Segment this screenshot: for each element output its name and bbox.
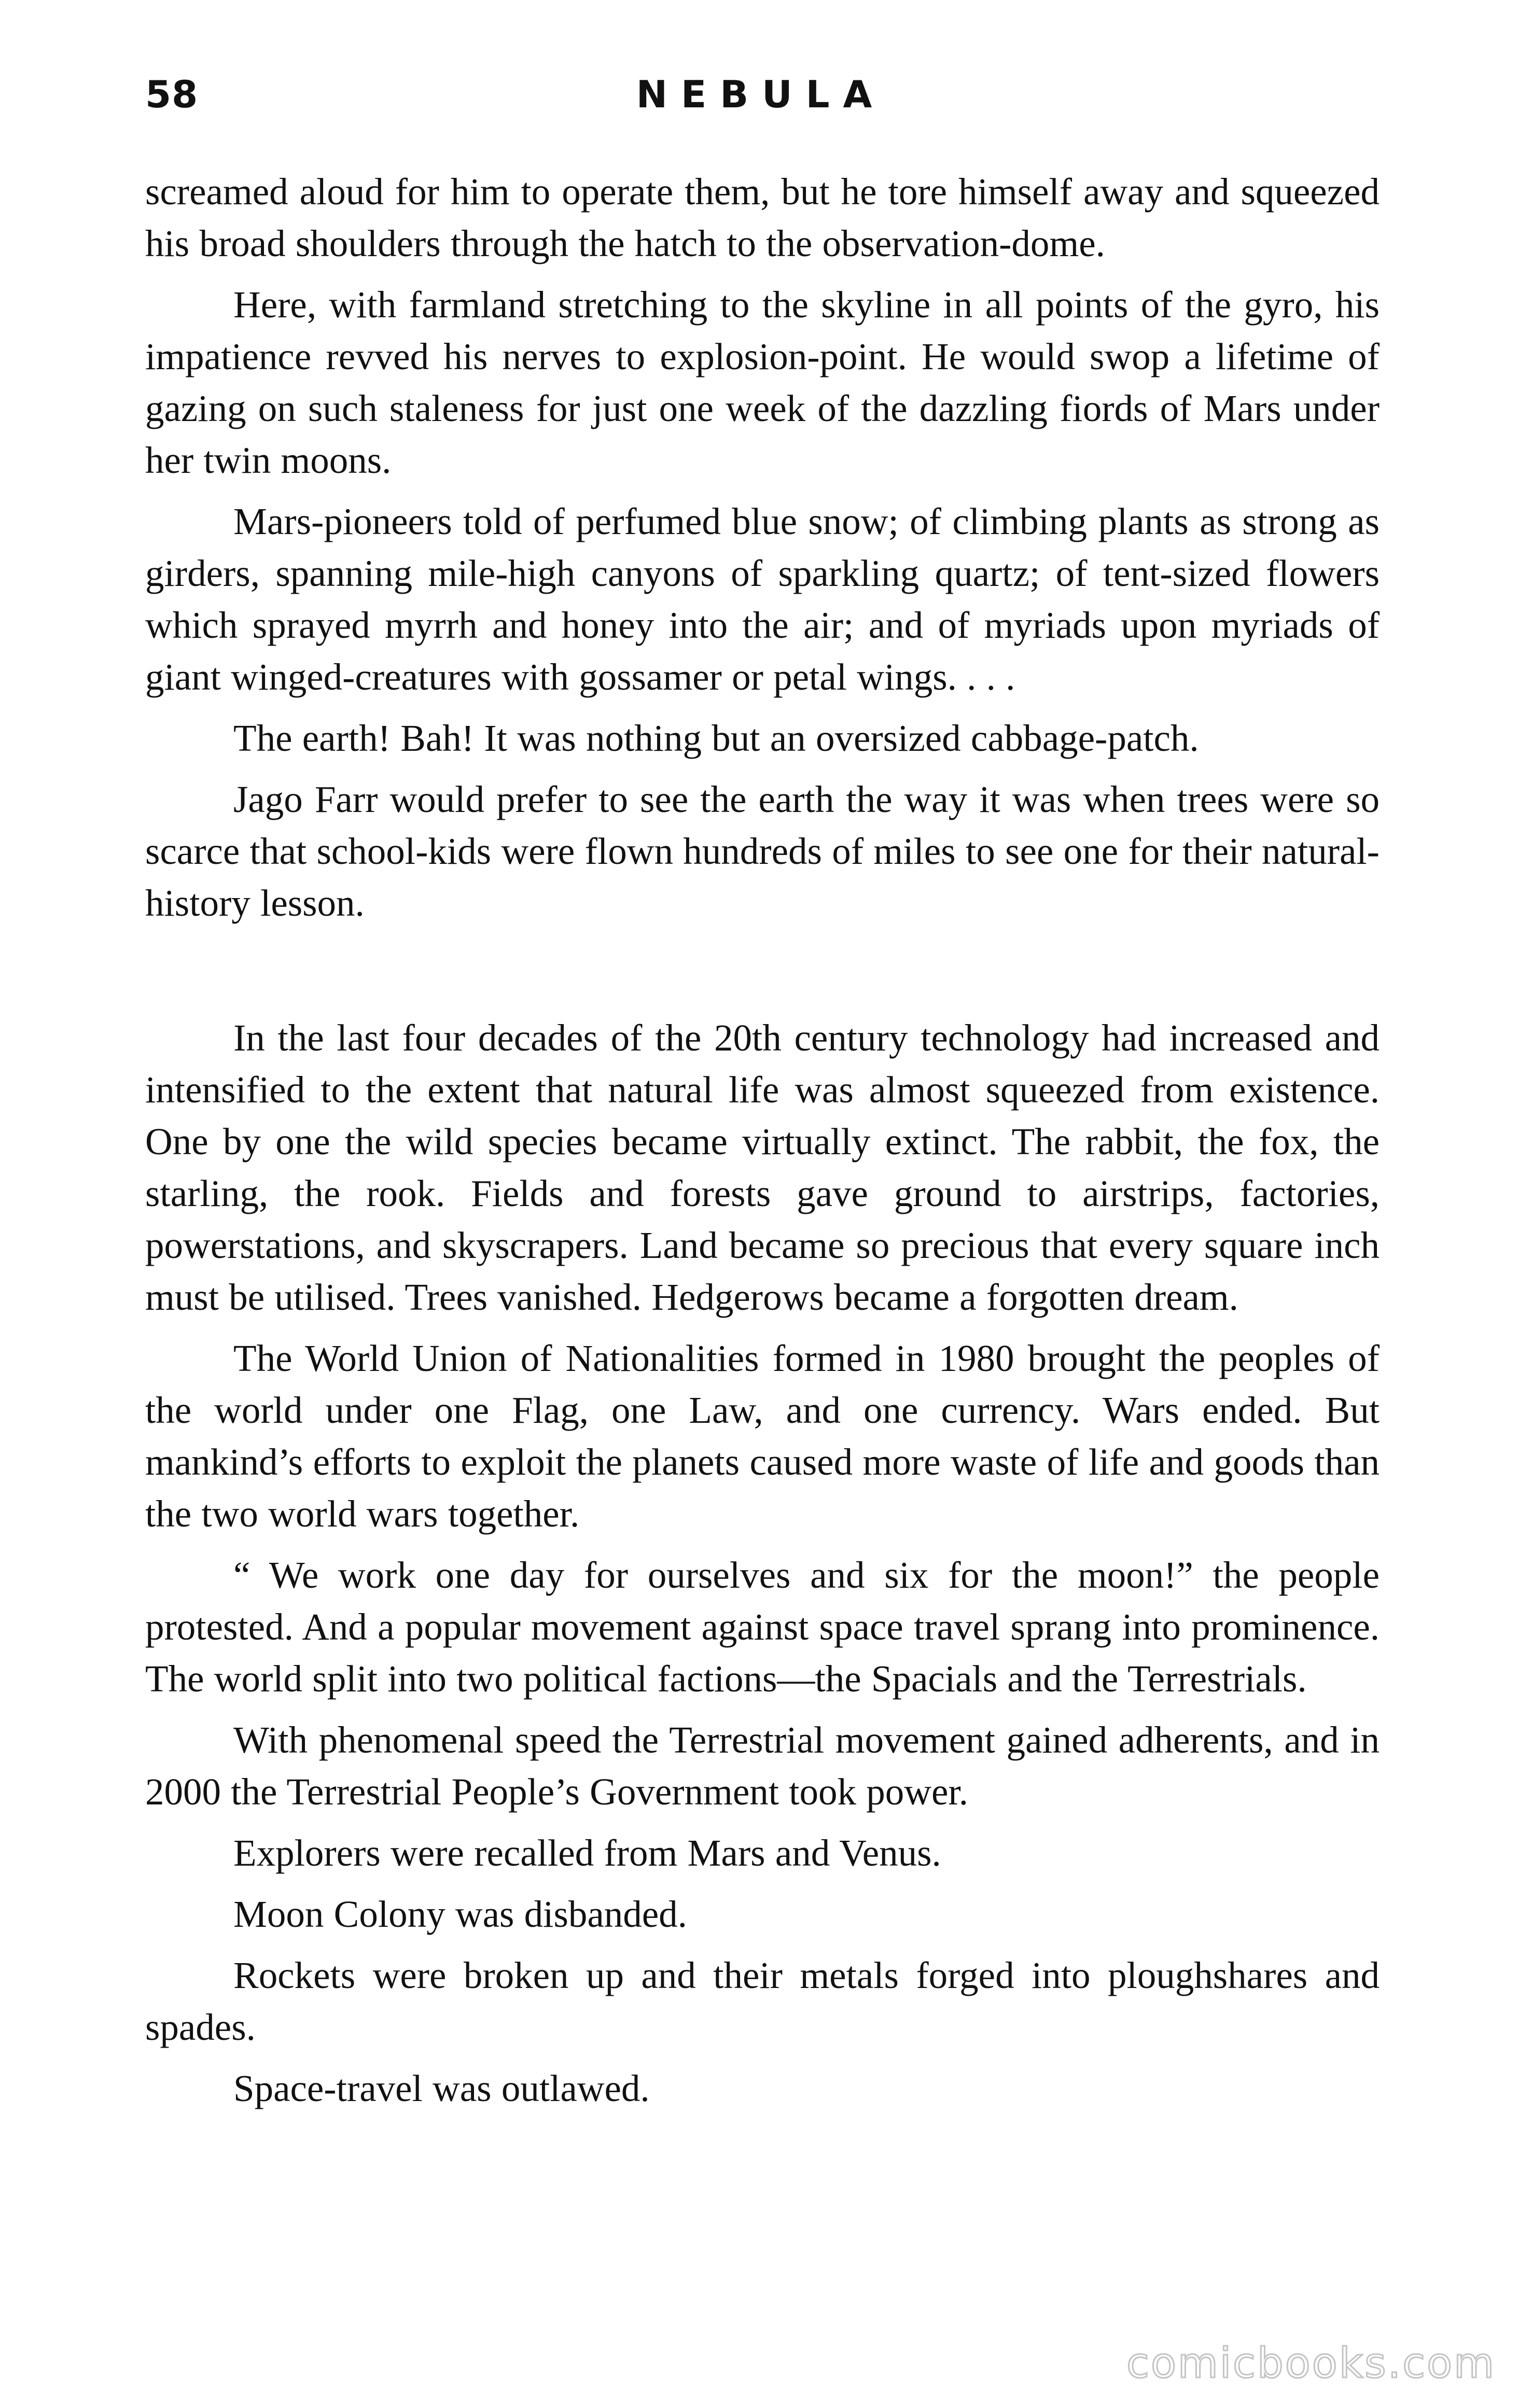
paragraph: “ We work one day for ourselves and six for the moon!” the people protested. And a popular movement against space travel sprang into prominence. The world split into two political factions—the Spacials and the Terrestrials. [145, 1554, 1380, 1700]
paragraph: The earth! Bah! It was nothing but an oversized cabbage-patch. [233, 717, 1199, 759]
paragraph: With phenomenal speed the Terrestrial movement gained adherents, and in 2000 the Terrestrial People’s Government took power. [145, 1719, 1380, 1813]
paragraph: screamed aloud for him to operate them, but he tore himself away and squeezed his broad shoulders through the hatch to the observation-dome. [145, 171, 1380, 264]
page-number: 58 [145, 73, 199, 116]
paragraph: Mars-pioneers told of perfumed blue snow; of climbing plants as strong as girders, spanning mile-high canyons of sparkling quartz; of tent-sized flowers which sprayed myrrh and honey into the air; and of myriads upon myriads of giant winged-creatures with gossamer or petal wings. . . . [145, 500, 1380, 698]
paragraph: Space-travel was outlawed. [233, 2067, 650, 2109]
paragraph: Rockets were broken up and their metals forged into ploughshares and spades. [145, 1954, 1380, 2048]
paragraph: In the last four decades of the 20th century technology had increased and intensified to the extent that natural life was almost squeezed from existence. One by one the wild species became virtually extinct. The rabbit, the fox, the starling, the rook. Fields and forests gave ground to airstrips, factories, powerstations, and skyscrapers. Land became so precious that every square inch must be utilised. Trees vanished. Hedgerows became a forgotten dream. [145, 1017, 1380, 1318]
body-text [145, 166, 1380, 2124]
paragraph: Here, with farmland stretching to the skyline in all points of the gyro, his impatience revved his nerves to explosion-point. He would swop a lifetime of gazing on such staleness for just one week of the dazzling fiords of Mars under her twin moons. [145, 284, 1380, 481]
paragraph: Moon Colony was disbanded. [233, 1893, 687, 1935]
page-header [145, 73, 1376, 130]
paragraph: The World Union of Nationalities formed in 1980 brought the peoples of the world under one Flag, one Law, and one currency. Wars ended. But mankind’s efforts to exploit the planets caused more waste of life and goods than the two world wars together. [145, 1337, 1380, 1535]
paragraph: Jago Farr would prefer to see the earth the way it was when trees were so scarce that school-kids were flown hundreds of miles to see one for their natural-history lesson. [145, 778, 1380, 924]
running-head: NEBULA [636, 73, 886, 116]
paragraph: Explorers were recalled from Mars and Venus. [233, 1832, 941, 1874]
watermark: comicbooks.com [1126, 2339, 1496, 2387]
